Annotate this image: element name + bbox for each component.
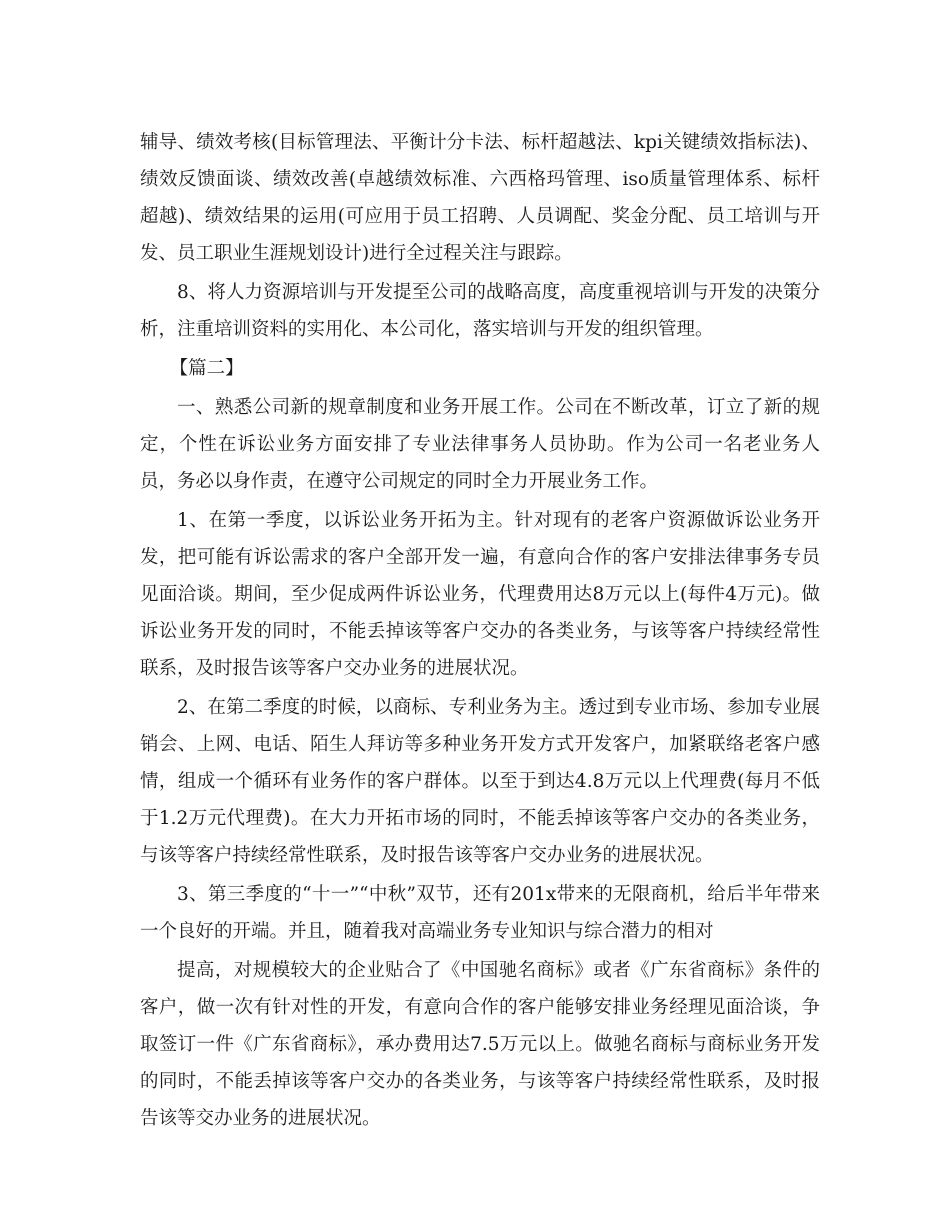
paragraph-q2-plan: 2、在第二季度的时候，以商标、专利业务为主。透过到专业市场、参加专业展销会、上网、电话、陌生人拜访等多种业务开发方式开发客户，加紧联络老客户感情，组成一个循环有业务作的客户群体。以至于到达4.8万元以上代理费(每月不低于1.2万元代理费)。在大力开拓市场的同时，不能丢掉该等客户交办的各类业务，与该等客户持续经常性联系，及时报告该等客户交办业务的进展状况。 bbox=[140, 697, 820, 866]
section-heading-part-two: 【篇二】 bbox=[169, 358, 244, 379]
paragraph-item-8: 8、将人力资源培训与开发提至公司的战略高度，高度重视培训与开发的决策分析，注重培训资料的实用化、本公司化，落实培训与开发的组织管理。 bbox=[140, 282, 820, 340]
paragraph-q1-plan: 1、在第一季度，以诉讼业务开拓为主。针对现有的老客户资源做诉讼业务开发，把可能有诉讼需求的客户全部开发一遍，有意向合作的客户安排法律事务专员见面洽谈。期间，至少促成两件诉讼业务，代理费用达8万元以上(每件4万元)。做诉讼业务开发的同时，不能丢掉该等客户交办的各类业务，与该等客户持续经常性联系，及时报告该等客户交办业务的进展状况。 bbox=[140, 510, 820, 679]
paragraph-q3-continued: 提高，对规模较大的企业贴合了《中国驰名商标》或者《广东省商标》条件的客户，做一次有针对性的开发，有意向合作的客户能够安排业务经理见面洽谈，争取签订一件《广东省商标》，承办费用达7.5万元以上。做驰名商标与商标业务开发的同时，不能丢掉该等客户交办的各类业务，与该等客户持续经常性联系，及时报告该等交办业务的进展状况。 bbox=[140, 960, 820, 1129]
paragraph-appraisal-continued: 辅导、绩效考核(目标管理法、平衡计分卡法、标杆超越法、kpi关键绩效指标法)、绩效反馈面谈、绩效改善(卓越绩效标准、六西格玛管理、iso质量管理体系、标杆超越)、绩效结果的运用(可应用于员工招聘、人员调配、奖金分配、员工培训与开发、员工职业生涯规划设计)进行全过程关注与跟踪。 bbox=[140, 132, 820, 264]
paragraph-section-one: 一、熟悉公司新的规章制度和业务开展工作。公司在不断改革，订立了新的规定，个性在诉讼业务方面安排了专业法律事务人员协助。作为公司一名老业务人员，务必以身作责，在遵守公司规定的同时全力开展业务工作。 bbox=[140, 397, 820, 492]
paragraph-q3-plan: 3、第三季度的“十一”“中秋”双节，还有201x带来的无限商机，给后半年带来一个良好的开端。并且，随着我对高端业务专业知识与综合潜力的相对 bbox=[140, 884, 820, 942]
